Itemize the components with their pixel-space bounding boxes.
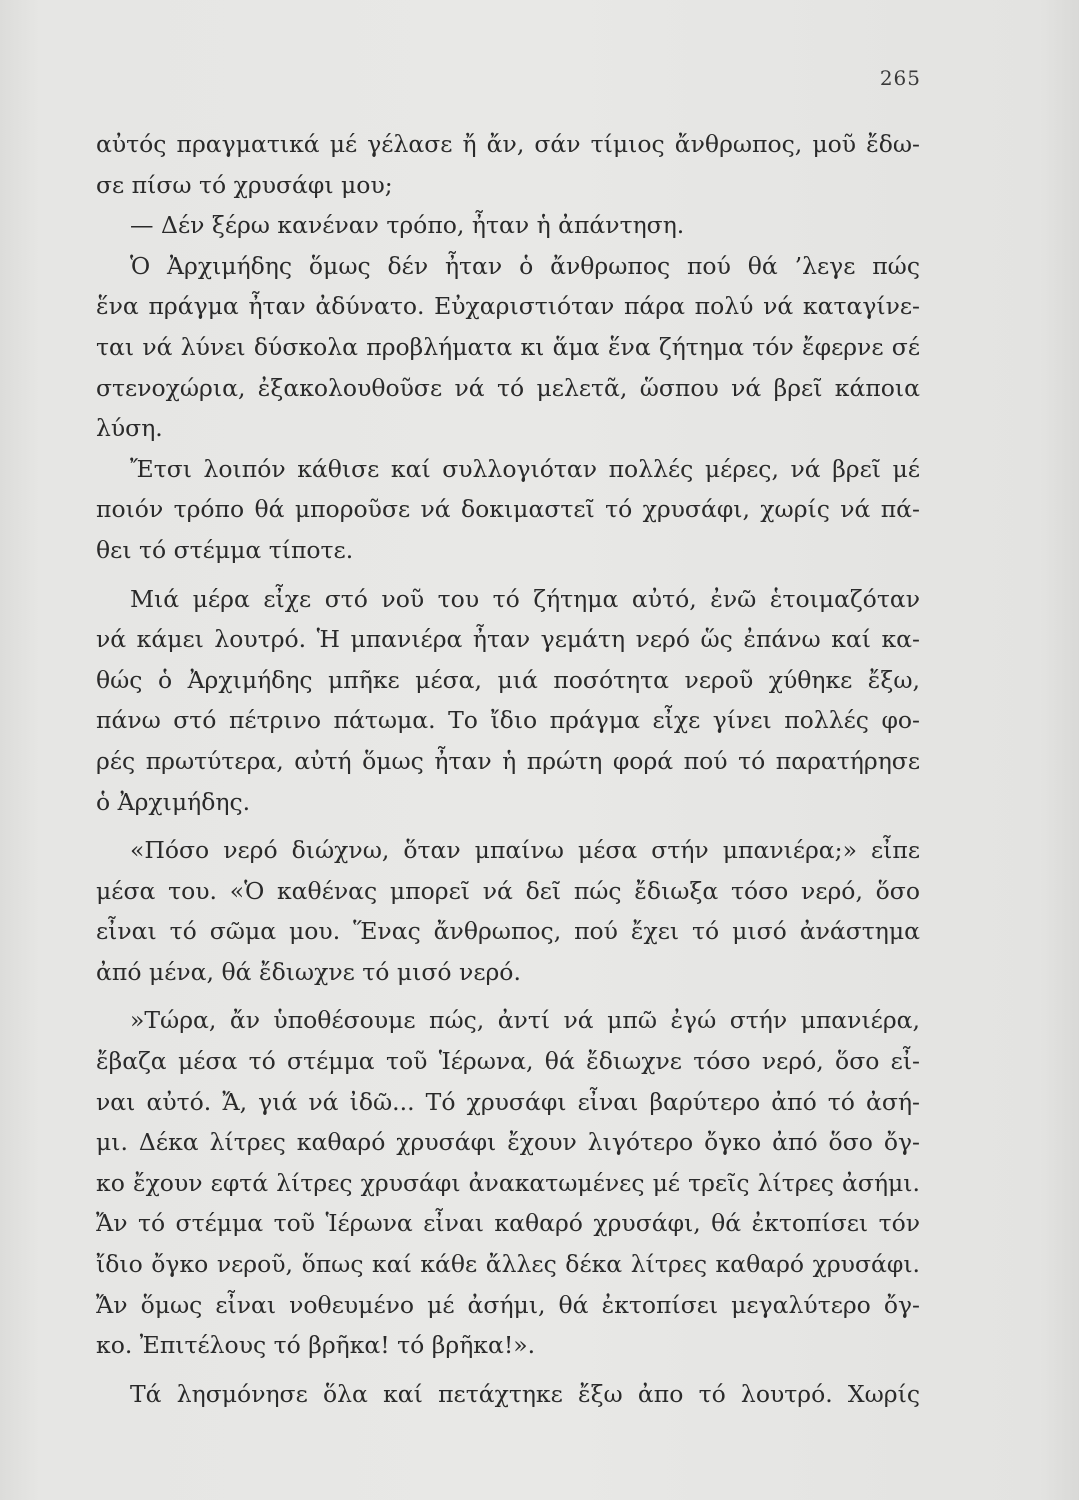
text-line: ἕνα πράγμα ἦταν ἀδύνατο. Εὐχαριστιόταν πάρα πολύ νά καταγίνε- <box>96 292 920 321</box>
text-line: κο. Ἐπιτέλους τό βρῆκα! τό βρῆκα!». <box>96 1331 536 1360</box>
page-number: 265 <box>879 66 921 90</box>
text-line: κο ἔχουν εφτά λίτρες χρυσάφι ἀνακατωμένες μέ τρεῖς λίτρες ἀσήμι. <box>96 1168 920 1197</box>
text-line: σε πίσω τό χρυσάφι μου; <box>96 170 393 199</box>
text-line: στενοχώρια, ἐξακολουθοῦσε νά τό μελετᾶ, ὥσπου νά βρεῖ κάποια <box>96 373 920 402</box>
text-line: λύση. <box>96 414 163 443</box>
paragraph-gap <box>96 571 920 579</box>
text-line: — Δέν ξέρω κανέναν τρόπο, ἦταν ἡ ἀπάντηση. <box>130 211 685 240</box>
text-line: ἀπό μένα, θά ἔδιωχνε τό μισό νερό. <box>96 957 521 986</box>
text-line: θει τό στέμμα τίποτε. <box>96 535 354 564</box>
text-line: μι. Δέκα λίτρες καθαρό χρυσάφι ἔχουν λιγότερο ὄγκο ἀπό ὅσο ὄγ- <box>96 1128 920 1157</box>
paragraph-gap <box>96 992 920 1000</box>
text-line: ἴδιο ὄγκο νεροῦ, ὅπως καί κάθε ἄλλες δέκα λίτρες καθαρό χρυσάφι. <box>96 1250 920 1279</box>
text-line: πάνω στό πέτρινο πάτωμα. Το ἴδιο πράγμα εἶχε γίνει πολλές φο- <box>96 706 920 735</box>
text-line: «Πόσο νερό διώχνω, ὅταν μπαίνω μέσα στήν μπανιέρα;» εἶπε <box>130 836 920 865</box>
text-line: ὁ Ἀρχιμήδης. <box>96 787 251 816</box>
text-line: Ἔτσι λοιπόν κάθισε καί συλλογιόταν πολλές μέρες, νά βρεῖ μέ <box>130 454 920 483</box>
text-line: Ἄν ὅμως εἶναι νοθευμένο μέ ἀσήμι, θά ἐκτοπίσει μεγαλύτερο ὄγ- <box>96 1290 920 1319</box>
text-line: Τά λησμόνησε ὅλα καί πετάχτηκε ἔξω ἀπο τό λουτρό. Χωρίς <box>130 1379 920 1408</box>
text-line: Ἄν τό στέμμα τοῦ Ἱέρωνα εἶναι καθαρό χρυσάφι, θά ἐκτοπίσει τόν <box>96 1209 920 1238</box>
text-line: εἶναι τό σῶμα μου. Ἕνας ἄνθρωπος, πού ἔχει τό μισό ἀνάστημα <box>96 917 920 946</box>
text-line: ρές πρωτύτερα, αὐτή ὅμως ἦταν ἡ πρώτη φορά πού τό παρατήρησε <box>96 746 920 775</box>
text-line: νά κάμει λουτρό. Ἡ μπανιέρα ἦταν γεμάτη νερό ὥς ἐπάνω καί κα- <box>96 625 920 654</box>
text-line: Ὁ Ἀρχιμήδης ὅμως δέν ἦταν ὁ ἄνθρωπος πού θά ’λεγε πώς <box>130 251 920 280</box>
paragraph-gap <box>96 822 920 830</box>
text-line: »Τώρα, ἄν ὑποθέσουμε πώς, ἀντί νά μπῶ ἐγώ στήν μπανιέρα, <box>130 1006 920 1035</box>
body-text <box>96 124 920 1414</box>
text-line: θώς ὁ Ἀρχιμήδης μπῆκε μέσα, μιά ποσότητα νεροῦ χύθηκε ἔξω, <box>96 665 920 694</box>
text-line: ἔβαζα μέσα τό στέμμα τοῦ Ἱέρωνα, θά ἔδιωχνε τόσο νερό, ὅσο εἶ- <box>96 1047 920 1076</box>
text-line: ναι αὐτό. Ἄ, γιά νά ἰδῶ... Τό χρυσάφι εἶναι βαρύτερο ἀπό τό ἀσή- <box>96 1087 920 1116</box>
text-line: ται νά λύνει δύσκολα προβλήματα κι ἅμα ἕνα ζήτημα τόν ἔφερνε σέ <box>96 332 920 361</box>
text-line: ποιόν τρόπο θά μποροῦσε νά δοκιμαστεῖ τό χρυσάφι, χωρίς νά πά- <box>96 495 920 524</box>
text-line: αὐτός πραγματικά μέ γέλασε ἤ ἄν, σάν τίμιος ἄνθρωπος, μοῦ ἔδω- <box>96 130 920 158</box>
paragraph-gap <box>96 1366 920 1374</box>
text-line: Μιά μέρα εἶχε στό νοῦ του τό ζήτημα αὐτό, ἐνῶ ἑτοιμαζόταν <box>130 584 920 613</box>
text-line: μέσα του. «Ὁ καθένας μπορεῖ νά δεῖ πώς ἔδιωξα τόσο νερό, ὅσο <box>96 876 920 905</box>
